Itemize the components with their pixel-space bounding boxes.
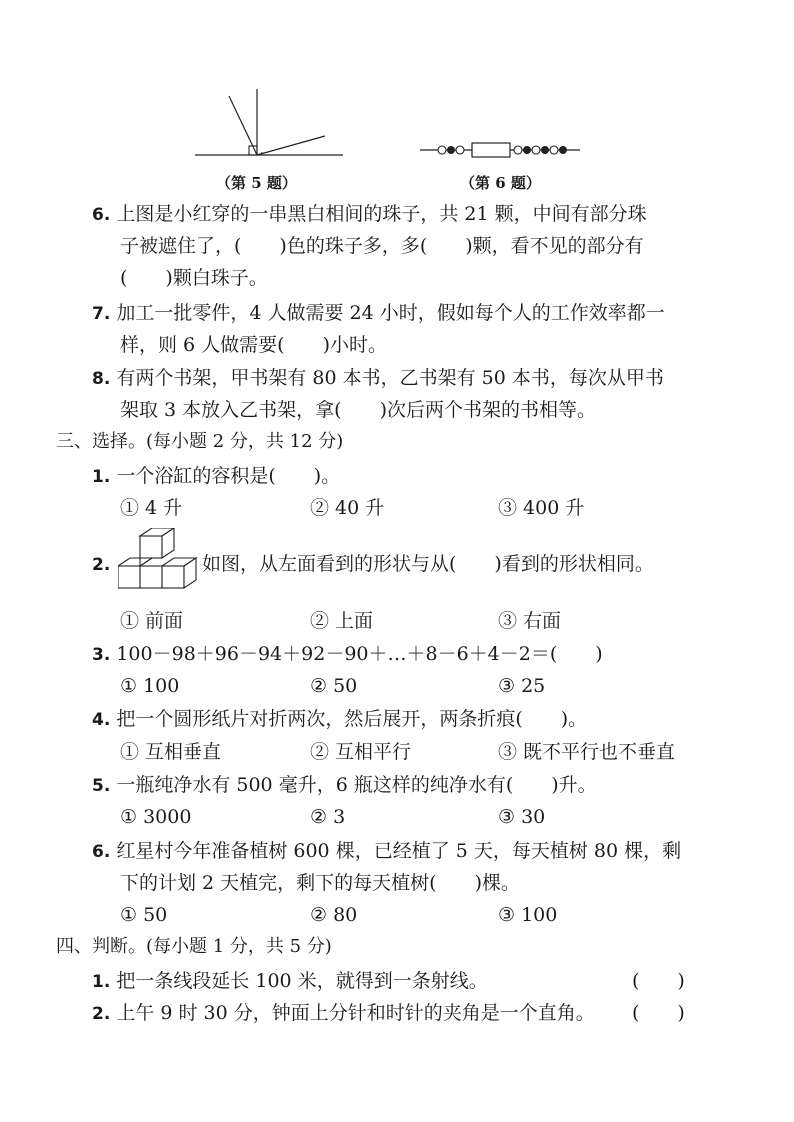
fill-question-8-line1 <box>92 366 664 391</box>
question-number: 7. <box>92 304 111 324</box>
option-1[interactable]: ① 4 升 <box>120 497 183 519</box>
option-3[interactable]: ③ 既不平行也不垂直 <box>498 741 676 763</box>
section-4-title: 四、判断。(每小题 1 分，共 5 分) <box>56 936 332 957</box>
question-number: 5. <box>92 776 111 796</box>
section-3-title: 三、选择。(每小题 2 分，共 12 分) <box>56 431 344 452</box>
question-text: 加工一批零件，4 人做需要 24 小时，假如每个人的工作效率都一 <box>116 302 665 324</box>
figure-5-caption: （第 5 题） <box>216 174 297 192</box>
option-3[interactable]: ③ 25 <box>498 675 546 697</box>
fill-question-6-line2: 子被遮住了，( )色的珠子多，多( )颗，看不见的部分有 <box>120 235 644 257</box>
option-1[interactable]: ① 100 <box>120 675 180 697</box>
answer-paren[interactable]: ( ) <box>632 1002 685 1024</box>
option-1[interactable]: ① 3000 <box>120 806 192 828</box>
question-text: 红星村今年准备植树 600 棵，已经植了 5 天，每天植树 80 棵，剩 <box>116 840 682 862</box>
fill-question-7-line1 <box>92 301 665 326</box>
question-text: 把一个圆形纸片对折两次，然后展开，两条折痕( )。 <box>116 708 588 730</box>
option-2[interactable]: ② 40 升 <box>310 497 385 519</box>
option-1[interactable]: ① 互相垂直 <box>120 741 222 763</box>
question-number: 2. <box>92 1004 111 1024</box>
figure-5-angle-diagram <box>195 88 345 160</box>
option-1[interactable]: ① 50 <box>120 904 168 926</box>
question-text: 有两个书架，甲书架有 80 本书，乙书架有 50 本书，每次从甲书 <box>116 367 664 389</box>
choice-question-1 <box>92 464 340 489</box>
choice-question-6-line1 <box>92 839 681 864</box>
question-text: 一瓶纯净水有 500 毫升，6 瓶这样的纯净水有( )升。 <box>116 774 597 796</box>
option-2[interactable]: ② 50 <box>310 675 358 697</box>
question-number: 6. <box>92 205 111 225</box>
fill-question-7-line2: 样，则 6 人做需要( )小时。 <box>120 334 387 356</box>
question-text: 100－98＋96－94＋92－90＋…＋8－6＋4－2＝( ) <box>116 643 603 665</box>
option-2[interactable]: ② 互相平行 <box>310 741 412 763</box>
cube-stack-figure <box>118 528 202 596</box>
choice-question-3 <box>92 642 603 667</box>
choice-question-2-text: 如图，从左面看到的形状与从( )看到的形状相同。 <box>202 553 654 575</box>
option-2[interactable]: ② 上面 <box>310 610 374 632</box>
answer-paren[interactable]: ( ) <box>632 970 685 992</box>
question-text: 把一条线段延长 100 米，就得到一条射线。 <box>116 970 488 992</box>
question-text: 上图是小红穿的一串黑白相间的珠子，共 21 颗，中间有部分珠 <box>116 203 647 225</box>
question-number: 8. <box>92 369 111 389</box>
judgment-question-1 <box>92 969 488 994</box>
choice-question-6-line2: 下的计划 2 天植完，剩下的每天植树( )棵。 <box>120 872 520 894</box>
option-2[interactable]: ② 3 <box>310 806 346 828</box>
figure-6-caption: （第 6 题） <box>460 174 541 192</box>
question-number: 3. <box>92 645 111 665</box>
fill-question-8-line2: 架取 3 本放入乙书架，拿( )次后两个书架的书相等。 <box>120 399 596 421</box>
choice-question-2-number: 2. <box>92 555 111 575</box>
option-3[interactable]: ③ 100 <box>498 904 558 926</box>
judgment-question-2 <box>92 1001 595 1026</box>
question-number: 1. <box>92 467 111 487</box>
option-3[interactable]: ③ 400 升 <box>498 497 585 519</box>
option-3[interactable]: ③ 30 <box>498 806 546 828</box>
option-2[interactable]: ② 80 <box>310 904 358 926</box>
choice-question-5 <box>92 773 597 798</box>
option-3[interactable]: ③ 右面 <box>498 610 562 632</box>
fill-question-6-line1 <box>92 202 647 227</box>
question-number: 1. <box>92 972 111 992</box>
question-text: 上午 9 时 30 分，钟面上分针和时针的夹角是一个直角。 <box>116 1002 595 1024</box>
question-text: 一个浴缸的容积是( )。 <box>116 465 341 487</box>
question-number: 4. <box>92 710 111 730</box>
figure-6-bead-string <box>420 138 582 162</box>
question-number: 6. <box>92 842 111 862</box>
option-1[interactable]: ① 前面 <box>120 610 184 632</box>
choice-question-4 <box>92 707 587 732</box>
fill-question-6-line3: ( )颗白珠子。 <box>120 267 268 289</box>
